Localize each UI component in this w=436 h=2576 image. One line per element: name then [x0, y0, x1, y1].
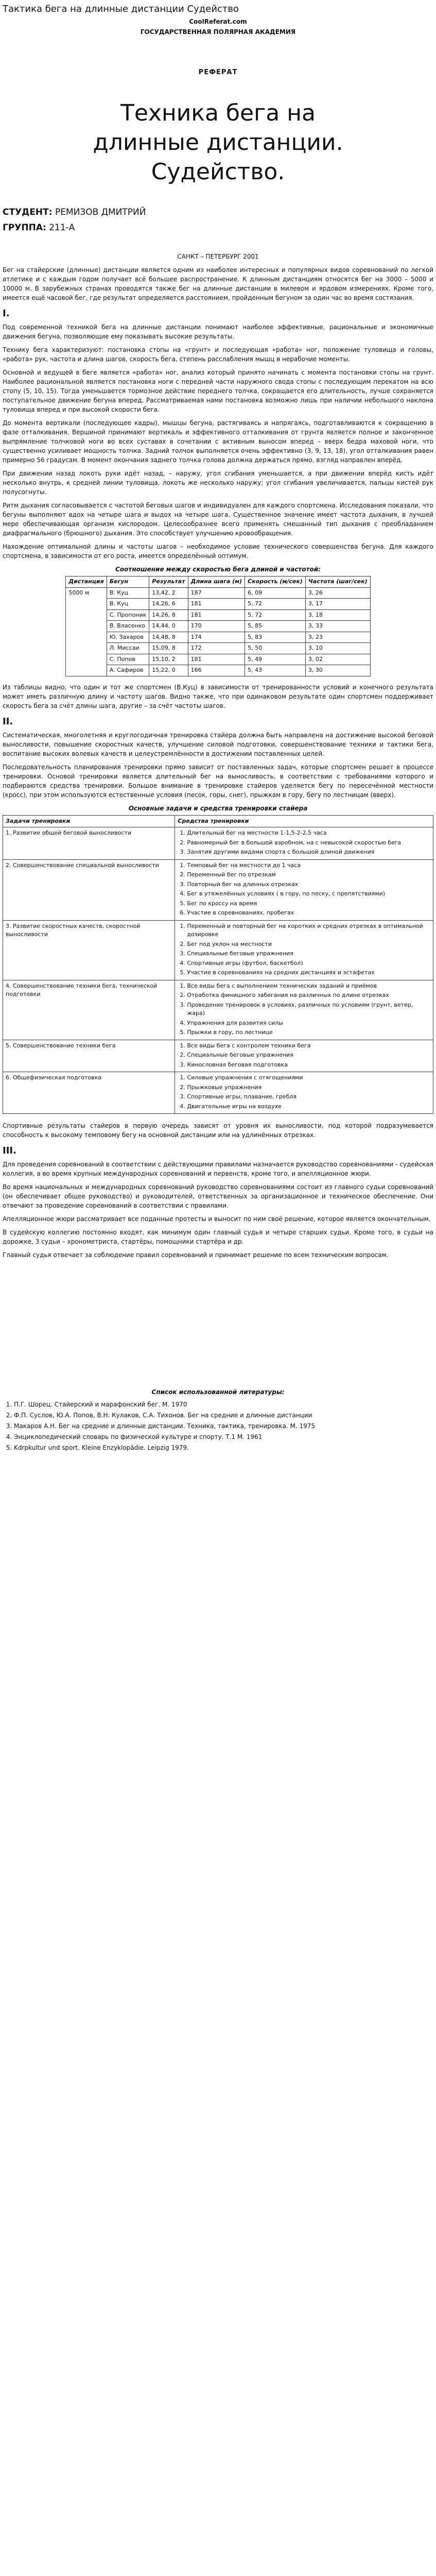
training-means-cell [175, 859, 433, 920]
after-table-1-paragraph: Из таблицы видно, что один и тот же спортсмен (В.Куц) в зависимости от тренированности условий и конечного результата может иметь различную длину и частоту шагов. Видно также, что при одинаковом результате один спортсмен поддерживает скорость бега за счёт длины шага, другие – за счёт частоты шагов. [3, 683, 433, 709]
literature-item: 5. Kdrpkultur und sport. Kleine Enzyklopädie. Leipzig 1979. [14, 1443, 433, 1452]
academy-name: ГОСУДАРСТВЕННАЯ ПОЛЯРНАЯ АКАДЕМИЯ [140, 28, 296, 36]
table-cell: В. Куц [107, 599, 149, 610]
table-cell: А. Сафиров [107, 665, 149, 676]
results-table-header-cell: Бегун [107, 577, 149, 588]
list-item: 4. Упражнения для развития силы [187, 1019, 430, 1028]
table-row [66, 654, 370, 665]
paragraph: Ритм дыхания согласовывается с частотой беговых шагов и индивидуален для каждого спортсмена. Исследования показали, что бегуны выполняют вдох на четыре шага и выдох на четыре шага. Существенное значение имеет частота дыхания, в лучшей мере обеспечивающая организм кислородом. Целесообразнее всего применять смешанный тип дыхания с преобладанием диафрагмального (брюшного) дыхания. Это способствует улучшению кровообращения. [3, 502, 433, 537]
main-title [3, 98, 433, 187]
table-row [66, 632, 370, 643]
table-cell: 3, 18 [305, 609, 370, 621]
student-line [3, 206, 433, 219]
table-cell: 3, 23 [305, 632, 370, 643]
list-item: 1. Темповый бег на местности до 1 часа [187, 861, 430, 870]
paragraph: Во время национальных и международных соревнований руководство соревнованиями состоит из главного судьи соревнований (он обеспечивает общее руководство) и руководителей, ответственных за организационное и техническое обеспечение. Они отвечают за проведение соревнований в соответствии с правилами. [3, 1183, 433, 1210]
city-year: САНКТ – ПЕТЕРБУРГ 2001 [177, 253, 259, 261]
training-task-cell: 5. Совершенствование техники бега [3, 1040, 175, 1072]
table-cell: Л. Миссаи [107, 643, 149, 654]
list-item: 3. Кинословная беговая подготовка [187, 1061, 430, 1070]
results-table-header-cell: Частота (шаг/сек) [305, 577, 370, 588]
table-cell: 14,26, 8 [149, 609, 188, 621]
results-table-header-cell: Длина шага (м) [188, 577, 245, 588]
training-means-list [178, 1042, 430, 1070]
training-means-list [178, 829, 430, 857]
table-cell: 14,48, 8 [149, 632, 188, 643]
training-means-cell [175, 980, 433, 1040]
training-task-cell: 1. Развитие общей беговой выносливости [3, 827, 175, 860]
paragraph: Технику бега характеризуют: постановка стопы на «грунт» и последующая «работа» ног, положение туловища и головы, «работа» рук, частота и длина шагов, скорость бега, степень расслабления мышц в нерабочие моменты. [3, 346, 433, 363]
table-2-caption: Основные задачи и средства тренировки стайера [128, 804, 308, 812]
main-title-line-3: Судейство. [151, 158, 285, 185]
table-row [3, 980, 433, 1040]
group-label: ГРУППА: [3, 222, 46, 233]
table-cell: 15,10, 2 [149, 654, 188, 665]
list-item: 2. Переменный бег по отрезкам [187, 871, 430, 879]
table-row [3, 859, 433, 920]
table-row [66, 587, 370, 599]
table-cell: С. Попов [107, 654, 149, 665]
list-item: 4. Спортивные игры (футбол, баскетбол) [187, 959, 430, 968]
table-row [3, 1040, 433, 1072]
paragraph: В судейскую коллегию постоянно входят, как минимум один главный судья и четыре старших судьи. Кроме того, в судьи на дорожке, 3 судьи – хронометриста, стартёры, помощники стартёра и др. [3, 1229, 433, 1246]
table-cell: 5, 49 [245, 654, 306, 665]
training-means-list [178, 1074, 430, 1111]
list-item: 5. Бег по кроссу на время [187, 900, 430, 908]
training-means-cell [175, 1040, 433, 1072]
list-item: 3. Проведение тренировок в условиях, различных по условиям (грунт, ветер, жара) [187, 1001, 430, 1018]
training-table-header [3, 815, 433, 827]
referat-label: РЕФЕРАТ [198, 69, 238, 76]
table-cell: В. Куц [107, 587, 149, 599]
list-item: 4. Двигательные игры на воздухе [187, 1103, 430, 1111]
table-row [66, 609, 370, 621]
main-title-line-2: длинные дистанции. [93, 129, 343, 156]
table-cell: 3, 30 [305, 665, 370, 676]
list-item: 2. Прыжковые упражнения [187, 1083, 430, 1092]
table-cell: 13,42, 2 [149, 587, 188, 599]
list-item: 2. Специальные беговые упражнения [187, 1051, 430, 1060]
table-cell: 5, 85 [245, 621, 306, 632]
results-table-body [66, 587, 370, 676]
paragraph: Главный судья отвечает за соблюдение правил соревнований и принимает решение по всем техническим вопросам. [3, 1251, 389, 1259]
list-item: 2. Бег под уклон на местности [187, 940, 430, 949]
table-cell: 174 [188, 632, 245, 643]
table-cell: 15,09, 8 [149, 643, 188, 654]
table-row [66, 665, 370, 676]
document-title: Тактика бега на длинные дистанции Судейство [3, 4, 239, 14]
list-item: 3. Занятия другими видами спорта с большой длиной движения [187, 848, 430, 857]
training-table-body [3, 827, 433, 1114]
table-cell: 3, 10 [305, 643, 370, 654]
training-task-cell: 2. Совершенствование специальной выносливости [3, 859, 175, 920]
training-table-header-means: Средства тренировки [175, 815, 433, 827]
section-heading-1: I. [3, 308, 10, 319]
list-item: 2. Отработка финишного забегания на различных по длине отрезках [187, 991, 430, 1000]
literature-item: 1. П.Г. Шорец. Стайерский и марафонский бег. М. 1970 [14, 1400, 433, 1409]
results-table-header [66, 577, 370, 588]
list-item: 3. Специальные беговые упражнения [187, 950, 430, 958]
list-item: 4. Бег в утяжелённых условиях ( в гору, по песку, с препятствиями) [187, 890, 430, 899]
table-cell: 181 [188, 599, 245, 610]
table-cell: 3, 33 [305, 621, 370, 632]
list-item: 1. Все виды бега с контролем техники бега [187, 1042, 430, 1050]
table-row [3, 827, 433, 860]
table-cell: 5, 72 [245, 599, 306, 610]
training-task-cell: 3. Развитие скоростных качеств, скоростной выносливости [3, 920, 175, 980]
paragraph: Основной и ведущей в беге является «работа» ног, анализ который принято начинать с момента постановки стопы на грунт. Наиболее рациональной является постановка ноги с передней части наружного свода стопы с последующим перекатом на всю стопу (5, 10, 15). Тогда уменьшается тормозное действие переднего толчка, сокращается его длительность, лучше сохраняется поступательное движение бегуна вперед. Рассматриваемая нами постановка возможно лишь при наличии небольшого наклона туловища вперед и при высокой скорости бега. [3, 369, 433, 414]
paragraph: До момента вертикали (последующее кадры), мышцы бегуна, растягиваясь и напрягаясь, подготавливаются к сокращению в фазе отталкивания. Вершиной принимают вертикаль и эффективного отталкивания от грунта является полное и законченное выпрямление толчковой ноги во всех суставах в сочетании с активным выносом вперед – вверх бедра маховой ноги, что существенно усиливает мощность толчка. Задний толчок выполняется очень эффективно (3, 9, 13, 18), угол отталкивания равен примерно 56 градусам. В момент окончания заднего толчка голова должна держаться прямо, взгляд направлен вперёд. [3, 419, 433, 464]
results-table-header-cell: Дистанция [66, 577, 107, 588]
student-label: СТУДЕНТ: [3, 207, 53, 218]
student-name: РЕМИЗОВ ДМИТРИЙ [55, 207, 146, 218]
table-cell: В. Власенко [107, 621, 149, 632]
intro-paragraph: Бег на стайерские (длинные) дистанции является одним из наиболее интересных и популярных видов соревнований по легкой атлетике и с каждым годом получает всё большее распространение. К длинным дистанциям относятся бег на 3000 – 5000 и 10000 м. В зарубежных странах проводятся также бег на длинные дистанции в милевом и ярдовом измерениях. Кроме того, имеется ещё часовой бег, где результат определяется расстоянием, пройденным бегуном за один час во время состязания. [3, 266, 433, 302]
results-table [65, 576, 370, 676]
table-cell: 6, 09 [245, 587, 306, 599]
paragraph: Систематическая, многолетняя и круглогодичная тренировка стайера должна быть направлена на достижение высокой беговой выносливости, повышение скоростных качеств, улучшение силовой подготовки, совершенствование техники и тактики бега, воспитание высоких волевых качеств и целеустремлённости в достижении поставленных целей. [3, 731, 433, 757]
table-1-caption: Соотношение между скоростью бега длиной и частотой: [115, 566, 321, 573]
table-row [66, 643, 370, 654]
section-heading-2: II. [3, 716, 13, 727]
literature-title: Список использованной литературы: [151, 1388, 285, 1396]
table-cell: 3, 26 [305, 587, 370, 599]
list-item: 6. Участие в соревнованиях, пробегах [187, 909, 430, 918]
group-line [3, 222, 433, 235]
literature-list [3, 1400, 433, 1452]
list-item: 1. Переменный и повторный бег на коротких и средних отрезках в оптимальной дозировке [187, 922, 430, 939]
table-cell: 170 [188, 621, 245, 632]
table-row [66, 621, 370, 632]
table-cell: 14,26, 6 [149, 599, 188, 610]
results-table-header-cell: Скорость (м/сек) [245, 577, 306, 588]
literature-item: 4. Энциклопедический словарь по физической культуре и спорту. Т.1 М. 1961 [14, 1432, 433, 1442]
training-table-header-tasks: Задачи тренировки [3, 815, 175, 827]
list-item: 5. Прыжки в гору, по лестнице [187, 1028, 430, 1037]
table-cell: Ю. Захаров [107, 632, 149, 643]
training-means-cell [175, 1072, 433, 1114]
table-cell: 187 [188, 587, 245, 599]
table-row [3, 920, 433, 980]
paragraph: Апелляционное жюри рассматривает все поданные протесты и выносит по ним своё решение, которое является окончательным. [3, 1215, 431, 1223]
paragraph: Последовательность планирования тренировки прямо зависит от поставленных задач, которые спортсмен решает в процессе тренировки. Основой тренировки является длительный бег на выносливость, в соответствии с требованиями которого и подбираются средства тренировки. Большое внимание в тренировке стайеров уделяется бегу по пересечённой местности (кросс), при этом используются естественные условия (песок, горы, снег), прыжкам в гору, бегу по лестницам (вверх). [3, 763, 433, 799]
table-cell: 5, 72 [245, 609, 306, 621]
group-value: 211-А [49, 222, 75, 233]
training-means-cell [175, 827, 433, 860]
table-cell: С. Пропоник [107, 609, 149, 621]
paragraph: Под современной техникой бега на длинные дистанции понимают наиболее эффективные, рациональные и экономичные движения бегуна, позволяющие ему показывать высокие результаты. [3, 324, 433, 341]
training-table [3, 815, 433, 1114]
list-item: 2. Равномерный бег в большой аэробном, на с невысокой скоростью бега [187, 839, 430, 848]
table-cell: 166 [188, 665, 245, 676]
blank-space [3, 1264, 433, 1357]
training-means-list [178, 861, 430, 918]
paragraph: Нахождение оптимальной длины и частоты шагов – необходимое условие технического совершенства бегуна. Для каждого спортсмена, в зависимости от его роста, имеется определённый оптимум. [3, 543, 433, 560]
table-cell: 5, 83 [245, 632, 306, 643]
list-item: 3. Повторный бег на длинных отрезках [187, 880, 430, 889]
paragraph: Для проведения соревнований в соответствии с действующими правилами назначается руководство соревнованиями - судейская коллегия, а во время крупных международных соревнований и первенств, кроме того, и апелляционное жюри. [3, 1161, 433, 1178]
paragraph: При движении назад локоть руки идёт назад, – наружу, угол сгибания уменьшается, а при движении вперёд кисть идёт несколько внутрь, к средней линии туловища, локоть же несколько наружу; угол сгибания увеличивается, пальцы кистей рук полусогнуты. [3, 470, 433, 496]
literature-item: 3. Макаров А.Н. Бег на средние и длинные дистанции. Техника, тактика, тренировка. М. 1975 [14, 1421, 433, 1431]
site-name[interactable]: CoolReferat.com [189, 18, 247, 25]
training-means-list [178, 982, 430, 1037]
main-title-line-1: Техника бега на [120, 99, 316, 126]
table-cell: 181 [188, 654, 245, 665]
training-task-cell: 4. Совершенствование техники бега, технической подготовки [3, 980, 175, 1040]
list-item: 1. Длительный бег на местности 1-1,5-2-2,5 часа [187, 829, 430, 838]
training-task-cell: 6. Общефизическая подготовка [3, 1072, 175, 1114]
literature-item: 2. Ф.П. Суслов, Ю.А. Попов, В.Н. Кулаков, С.А. Тихонов. Бег на средние и длинные дистанции [14, 1411, 433, 1420]
table-cell: 172 [188, 643, 245, 654]
table-cell: 3, 17 [305, 599, 370, 610]
section-heading-3: III. [3, 1145, 16, 1157]
list-item: 5. Участие в соревнованиях на средних дистанциях и эстафетах [187, 969, 430, 977]
list-item: 1. Силовые упражнения с отягощениями [187, 1074, 430, 1082]
table-row [66, 599, 370, 610]
table-cell: 181 [188, 609, 245, 621]
section-3-body [3, 1160, 433, 1260]
training-means-list [178, 922, 430, 977]
section-2-body [3, 731, 433, 800]
section-1-body [3, 323, 433, 561]
table-cell: 14,44, 0 [149, 621, 188, 632]
list-item: 3. Спортивные игры, плавание, гребля [187, 1093, 430, 1101]
table-cell: 5, 43 [245, 665, 306, 676]
table-row [3, 1072, 433, 1114]
results-table-header-cell: Результат [149, 577, 188, 588]
table-cell: 3, 02 [305, 654, 370, 665]
list-item: 1. Все виды бега с выполнением технических заданий и приёмов [187, 982, 430, 991]
training-means-cell [175, 920, 433, 980]
table-cell: 15,22, 0 [149, 665, 188, 676]
table-cell: 5, 50 [245, 643, 306, 654]
after-table-2-paragraph: Спортивные результаты стайеров в первую очередь зависят от уровня их выносливости, под которой подразумевается способность к высокому темповому бегу на основной дистанции или на удлинённых отрезках. [3, 1122, 433, 1139]
distance-cell: 5000 м [66, 587, 107, 676]
